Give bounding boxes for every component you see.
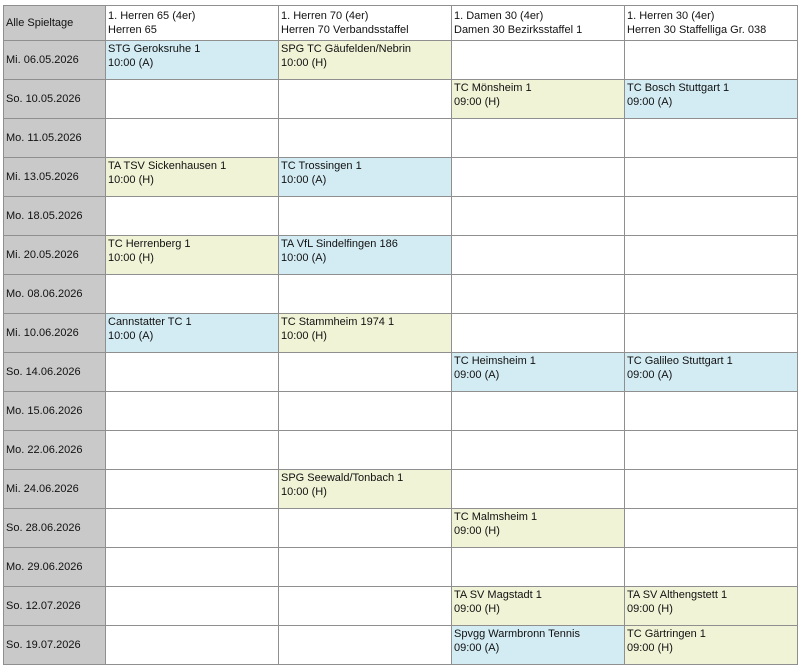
table-row: [4, 626, 798, 665]
empty-cell: [625, 197, 798, 236]
empty-cell: [625, 431, 798, 470]
opponent-name: TC Malmsheim 1: [454, 511, 538, 523]
match-cell: [452, 353, 625, 392]
header-row: [4, 6, 798, 41]
header-cell-team: [452, 6, 625, 41]
table-row: [4, 392, 798, 431]
matchday-date: Mo. 15.06.2026: [4, 392, 106, 431]
empty-cell: [106, 392, 279, 431]
empty-cell: [625, 119, 798, 158]
table-row: [4, 509, 798, 548]
table-row: [4, 470, 798, 509]
match-cell: [452, 587, 625, 626]
matchday-date: Mo. 11.05.2026: [4, 119, 106, 158]
opponent-name: TC Bosch Stuttgart 1: [627, 82, 730, 94]
opponent-name: TC Heimsheim 1: [454, 355, 536, 367]
match-time: 10:00 (A): [108, 57, 154, 69]
empty-cell: [279, 626, 452, 665]
match-time: 10:00 (A): [281, 252, 327, 264]
matchday-date: So. 28.06.2026: [4, 509, 106, 548]
empty-cell: [452, 392, 625, 431]
empty-cell: [625, 236, 798, 275]
match-cell: [106, 314, 279, 353]
empty-cell: [106, 470, 279, 509]
schedule-table: [3, 5, 798, 665]
team-name: 1. Herren 70 (4er): [281, 10, 369, 22]
match-cell: [279, 158, 452, 197]
empty-cell: [279, 197, 452, 236]
opponent-name: Cannstatter TC 1: [108, 316, 192, 328]
opponent-name: STG Geroksruhe 1: [108, 43, 201, 55]
match-time: 09:00 (H): [627, 603, 673, 615]
empty-cell: [106, 431, 279, 470]
opponent-name: Spvgg Warmbronn Tennis: [454, 628, 580, 640]
header-cell-all-matchdays: [4, 6, 106, 41]
match-cell: [279, 314, 452, 353]
empty-cell: [625, 470, 798, 509]
empty-cell: [452, 41, 625, 80]
table-row: [4, 431, 798, 470]
league-name: Herren 30 Staffelliga Gr. 038: [627, 24, 767, 36]
match-time: 09:00 (A): [454, 642, 500, 654]
opponent-name: TA SV Althengstett 1: [627, 589, 728, 601]
empty-cell: [452, 158, 625, 197]
empty-cell: [625, 314, 798, 353]
match-cell: [452, 80, 625, 119]
empty-cell: [279, 509, 452, 548]
empty-cell: [106, 275, 279, 314]
empty-cell: [625, 392, 798, 431]
match-cell: [106, 158, 279, 197]
match-cell: [106, 41, 279, 80]
matchday-date: Mo. 18.05.2026: [4, 197, 106, 236]
opponent-name: TA TSV Sickenhausen 1: [108, 160, 227, 172]
matchday-date: Mi. 10.06.2026: [4, 314, 106, 353]
empty-cell: [279, 587, 452, 626]
empty-cell: [625, 548, 798, 587]
team-name: 1. Herren 30 (4er): [627, 10, 715, 22]
match-time: 10:00 (H): [108, 252, 154, 264]
match-cell: [625, 80, 798, 119]
table-row: [4, 587, 798, 626]
empty-cell: [279, 548, 452, 587]
empty-cell: [452, 119, 625, 158]
opponent-name: SPG TC Gäufelden/Nebrin: [281, 43, 412, 55]
match-time: 10:00 (H): [281, 57, 327, 69]
match-cell: [106, 236, 279, 275]
empty-cell: [279, 431, 452, 470]
empty-cell: [106, 626, 279, 665]
empty-cell: [625, 509, 798, 548]
match-cell: [625, 626, 798, 665]
opponent-name: TA VfL Sindelfingen 186: [281, 238, 398, 250]
matchday-date: So. 12.07.2026: [4, 587, 106, 626]
empty-cell: [625, 275, 798, 314]
matchday-date: Mi. 13.05.2026: [4, 158, 106, 197]
empty-cell: [106, 197, 279, 236]
empty-cell: [279, 275, 452, 314]
match-time: 09:00 (H): [627, 642, 673, 654]
empty-cell: [106, 548, 279, 587]
table-row: [4, 314, 798, 353]
table-row: [4, 158, 798, 197]
table-row: [4, 119, 798, 158]
empty-cell: [279, 353, 452, 392]
match-cell: [279, 41, 452, 80]
empty-cell: [106, 353, 279, 392]
league-name: Herren 70 Verbandsstaffel: [281, 24, 409, 36]
matchday-date: Mo. 08.06.2026: [4, 275, 106, 314]
matchday-date: So. 10.05.2026: [4, 80, 106, 119]
empty-cell: [106, 587, 279, 626]
opponent-name: TC Trossingen 1: [281, 160, 362, 172]
header-cell-team: [279, 6, 452, 41]
header-cell-team: [106, 6, 279, 41]
empty-cell: [452, 314, 625, 353]
matchday-date: Mo. 22.06.2026: [4, 431, 106, 470]
opponent-name: TC Herrenberg 1: [108, 238, 191, 250]
table-row: [4, 80, 798, 119]
match-time: 09:00 (H): [454, 603, 500, 615]
empty-cell: [106, 80, 279, 119]
matchday-date: Mi. 24.06.2026: [4, 470, 106, 509]
match-time: 09:00 (H): [454, 525, 500, 537]
empty-cell: [452, 470, 625, 509]
empty-cell: [106, 509, 279, 548]
match-time: 10:00 (A): [281, 174, 327, 186]
table-row: [4, 41, 798, 80]
team-name: 1. Damen 30 (4er): [454, 10, 544, 22]
match-time: 09:00 (A): [454, 369, 500, 381]
match-time: 10:00 (H): [108, 174, 154, 186]
matchday-date: So. 19.07.2026: [4, 626, 106, 665]
opponent-name: TC Gärtringen 1: [627, 628, 706, 640]
match-time: 09:00 (A): [627, 96, 673, 108]
empty-cell: [279, 119, 452, 158]
header-title: Alle Spieltage: [6, 17, 74, 29]
match-time: 09:00 (A): [627, 369, 673, 381]
table-row: [4, 275, 798, 314]
opponent-name: TC Mönsheim 1: [454, 82, 532, 94]
match-time: 10:00 (A): [108, 330, 154, 342]
table-row: [4, 236, 798, 275]
opponent-name: SPG Seewald/Tonbach 1: [281, 472, 404, 484]
opponent-name: TA SV Magstadt 1: [454, 589, 542, 601]
table-row: [4, 353, 798, 392]
table-row: [4, 548, 798, 587]
match-cell: [452, 509, 625, 548]
schedule-body: [4, 41, 798, 665]
table-row: [4, 197, 798, 236]
schedule-header: [4, 6, 798, 41]
match-time: 10:00 (H): [281, 486, 327, 498]
empty-cell: [452, 431, 625, 470]
empty-cell: [452, 236, 625, 275]
empty-cell: [452, 197, 625, 236]
empty-cell: [625, 158, 798, 197]
empty-cell: [279, 80, 452, 119]
matchday-date: Mi. 20.05.2026: [4, 236, 106, 275]
match-time: 10:00 (H): [281, 330, 327, 342]
empty-cell: [452, 275, 625, 314]
matchday-date: Mo. 29.06.2026: [4, 548, 106, 587]
header-cell-team: [625, 6, 798, 41]
matchday-date: Mi. 06.05.2026: [4, 41, 106, 80]
match-time: 09:00 (H): [454, 96, 500, 108]
match-cell: [279, 470, 452, 509]
match-cell: [279, 236, 452, 275]
matchday-date: So. 14.06.2026: [4, 353, 106, 392]
team-name: 1. Herren 65 (4er): [108, 10, 196, 22]
league-name: Herren 65: [108, 24, 157, 36]
empty-cell: [452, 548, 625, 587]
match-cell: [452, 626, 625, 665]
league-name: Damen 30 Bezirksstaffel 1: [454, 24, 583, 36]
empty-cell: [279, 392, 452, 431]
match-cell: [625, 587, 798, 626]
match-cell: [625, 353, 798, 392]
opponent-name: TC Galileo Stuttgart 1: [627, 355, 733, 367]
empty-cell: [106, 119, 279, 158]
opponent-name: TC Stammheim 1974 1: [281, 316, 395, 328]
cropped-top-edge: [0, 0, 800, 4]
empty-cell: [625, 41, 798, 80]
